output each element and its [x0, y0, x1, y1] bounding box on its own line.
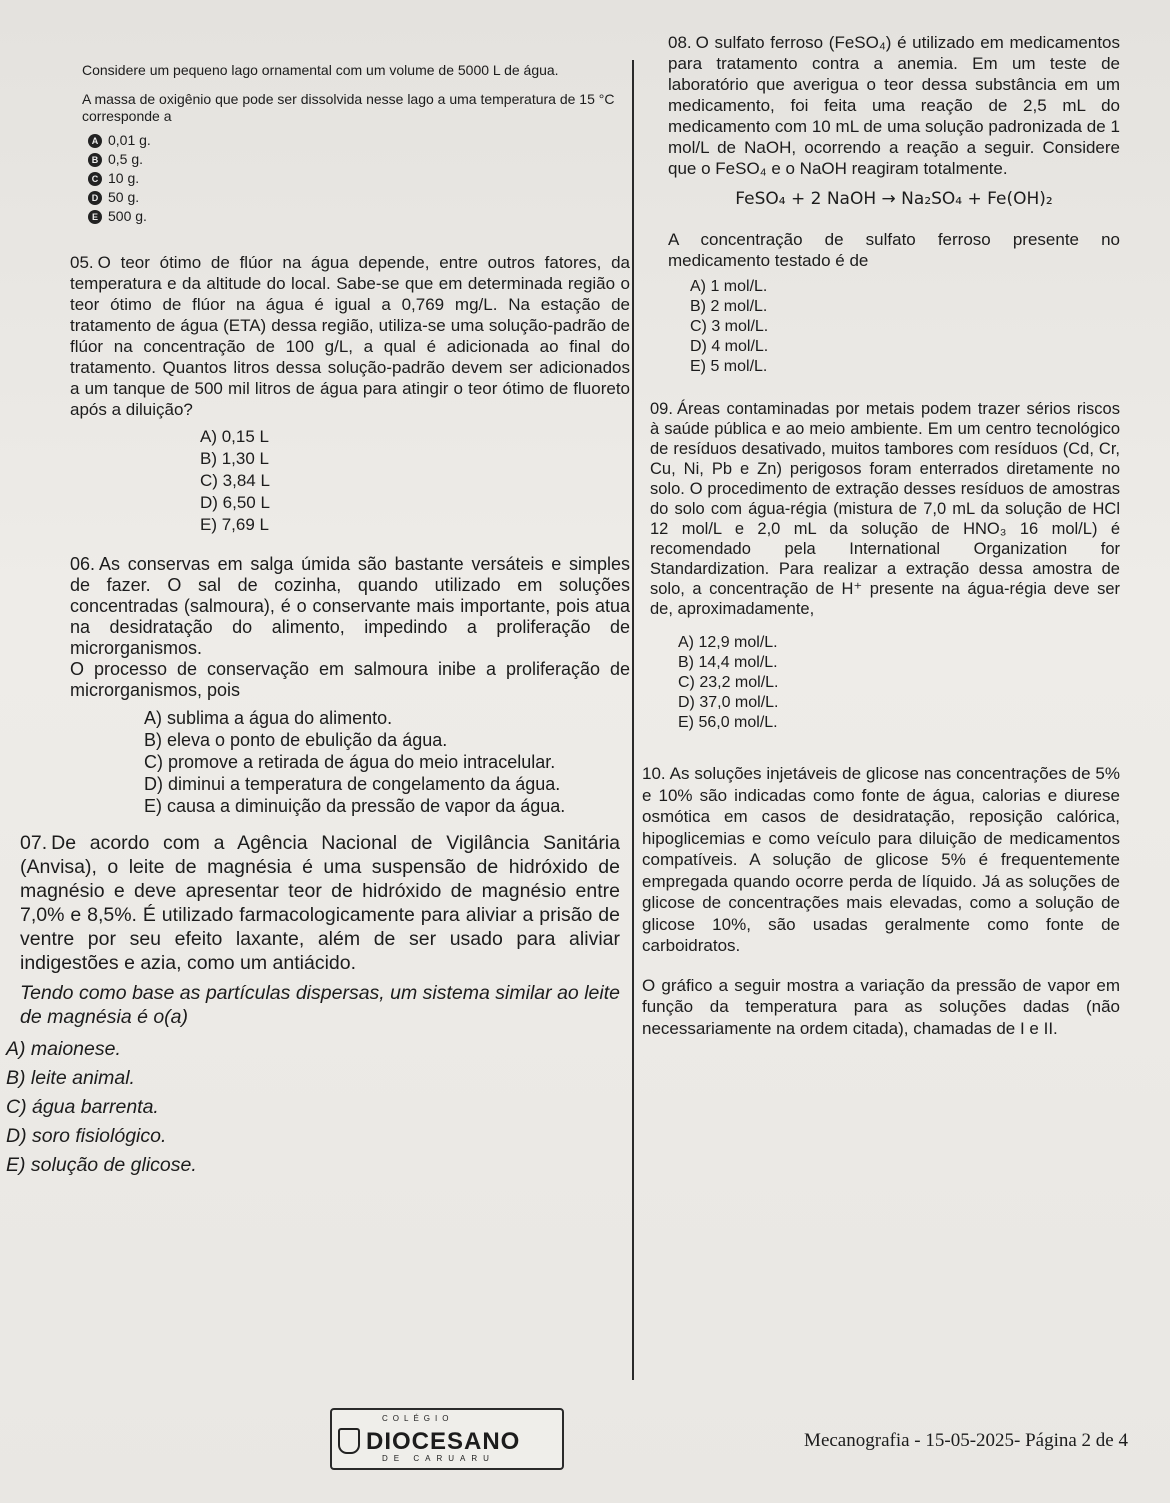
intro-options: [88, 131, 630, 226]
footer-note: Mecanografia - 15-05-2025- Página 2 de 4: [804, 1430, 1128, 1451]
q09-options: [678, 633, 1120, 733]
q07-option[interactable]: D) soro fisiológico.: [6, 1125, 167, 1147]
q09-option[interactable]: D) 37,0 mol/L.: [678, 694, 779, 711]
q07-option[interactable]: A) maionese.: [6, 1038, 121, 1060]
q08-question: A concentração de sulfato ferroso presente no medicamento testado é de: [668, 230, 1120, 270]
q09-option[interactable]: A) 12,9 mol/L.: [678, 634, 778, 651]
left-column: [6, 62, 630, 1194]
question-10: [642, 763, 1120, 1039]
q09-text: 09. Áreas contaminadas por metais podem trazer sérios riscos à saúde pública e ao meio ambiente. Em um centro tecnológico de resíduos desativado, muitos tambores com resíduos (Cd, Cr, Cu, Ni, Pb e Zn) perigosos foram enterrados diretamente no solo. O procedimento de extração desses resíduos de amostras do solo com água-régia (mistura de 7,0 mL da solução de HCl 12 mol/L e 2,0 mL da solução de HNO₃ 16 mol/L) é recomendado pela International Organization for Standardization. Para realizar a extração dessa amostra de solo, a concentração de H⁺ presente na água-régia deve ser de, aproximadamente,: [650, 400, 1120, 618]
question-06: [70, 554, 630, 817]
q05-option[interactable]: C) 3,84 L: [200, 471, 270, 490]
q05-option[interactable]: E) 7,69 L: [200, 515, 269, 534]
q05-text: 05. O teor ótimo de flúor na água depende, entre outros fatores, da temperatura e da altitude do local. Sabe-se que em determinada região o teor ótimo de flúor na água é igual a 0,769 mg/L. Na estação de tratamento de água (ETA) dessa região, utiliza-se uma solução-padrão de flúor na concentração de 100 g/L, a qual é adicionada ao final do tratamento. Quantos litros dessa solução-padrão devem ser adicionados a um tanque de 500 mil litros de água para atingir o teor ótimo de fluoreto após a diluição?: [70, 253, 630, 419]
q06-option[interactable]: B) eleva o ponto de ebulição da água.: [144, 730, 448, 750]
question-07: [6, 831, 620, 1180]
q07-question: Tendo como base as partículas dispersas, um sistema similar ao leite de magnésia é o(a): [20, 982, 620, 1028]
q08-text: 08. O sulfato ferroso (FeSO₄) é utilizado em medicamentos para tratamento contra a anemia. Em um teste de laboratório que averigua o teor dessa substância em um medicamento, foi feita uma reação de 2,5 mL do medicamento com 10 mL de uma solução padronizada de 1 mol/L de NaOH, ocorrendo a reação a seguir. Considere que o FeSO₄ e o NaOH reagiram totalmente.: [668, 33, 1120, 178]
school-logo: COLÉGIO DIOCESANO DE CARUARU: [330, 1408, 564, 1470]
q06-question: O processo de conservação em salmoura inibe a proliferação de microrganismos, pois: [70, 659, 630, 700]
q08-option[interactable]: C) 3 mol/L.: [690, 318, 769, 335]
q08-options: [690, 277, 1120, 377]
question-08: [668, 32, 1120, 377]
q06-options: [144, 707, 630, 817]
intro-option[interactable]: E 500 g.: [88, 207, 630, 226]
q09-option[interactable]: E) 56,0 mol/L.: [678, 714, 778, 731]
q10-text: 10. As soluções injetáveis de glicose nas concentrações de 5% e 10% são indicadas como fonte de água, calorias e diurese osmótica em casos de desidratação, reposição calórica, hipoglicemias e como veículo para diluição de medicamentos compatíveis. A solução de glicose 5% é frequentemente empregada quando ocorre perda de líquido. Já as soluções de glicose de concentrações mais elevadas, como a solução de glicose 10%, são usadas geralmente como fonte de carboidratos.: [642, 764, 1120, 955]
intro-question: A massa de oxigênio que pode ser dissolvida nesse lago a uma temperatura de 15 °C corresponde a: [82, 91, 615, 124]
q05-option[interactable]: B) 1,30 L: [200, 449, 269, 468]
right-column: [642, 32, 1120, 1053]
q08-option[interactable]: E) 5 mol/L.: [690, 358, 768, 375]
column-divider: [632, 60, 634, 1380]
q08-option[interactable]: B) 2 mol/L.: [690, 298, 768, 315]
q06-option[interactable]: A) sublima a água do alimento.: [144, 708, 393, 728]
q08-option[interactable]: D) 4 mol/L.: [690, 338, 769, 355]
q07-text: 07. De acordo com a Agência Nacional de Vigilância Sanitária (Anvisa), o leite de magnésia é uma suspensão de hidróxido de magnésio e deve apresentar teor de hidróxido de magnésio entre 7,0% e 8,5%. É utilizado farmacologicamente para aliviar a prisão de ventre por seu efeito laxante, além de ser usado para aliviar indigestões e azia, como um antiácido.: [20, 832, 620, 974]
q07-option[interactable]: C) água barrenta.: [6, 1096, 159, 1118]
q09-option[interactable]: C) 23,2 mol/L.: [678, 674, 779, 691]
question-intro: [82, 62, 630, 226]
intro-option[interactable]: B 0,5 g.: [88, 150, 630, 169]
question-05: [70, 252, 630, 536]
q06-option[interactable]: D) diminui a temperatura de congelamento da água.: [144, 774, 561, 794]
intro-option[interactable]: D 50 g.: [88, 188, 630, 207]
q07-option[interactable]: E) solução de glicose.: [6, 1154, 197, 1176]
q08-option[interactable]: A) 1 mol/L.: [690, 278, 768, 295]
intro-option[interactable]: C 10 g.: [88, 169, 630, 188]
q05-option[interactable]: D) 6,50 L: [200, 493, 270, 512]
reaction-equation: FeSO₄ + 2 NaOH → Na₂SO₄ + Fe(OH)₂: [735, 189, 1053, 209]
q07-options: [6, 1035, 620, 1180]
intro-scenario: Considere um pequeno lago ornamental com um volume de 5000 L de água.: [82, 62, 559, 78]
q10-graph-intro: O gráfico a seguir mostra a variação da pressão de vapor em função da temperatura para as soluções dadas (não necessariamente na ordem citada), chamadas de I e II.: [642, 975, 1120, 1038]
q09-option[interactable]: B) 14,4 mol/L.: [678, 654, 778, 671]
crest-icon: [338, 1428, 360, 1454]
q06-text: 06. As conservas em salga úmida são bastante versáteis e simples de fazer. O sal de cozinha, quando utilizado em soluções concentradas (salmoura), é o conservante mais importante, pois atua na desidratação do alimento, impedindo a proliferação de microrganismos.: [70, 554, 630, 658]
q07-option[interactable]: B) leite animal.: [6, 1067, 135, 1089]
intro-option[interactable]: A 0,01 g.: [88, 131, 630, 150]
q06-option[interactable]: C) promove a retirada de água do meio intracelular.: [144, 752, 556, 772]
page-footer: [330, 1408, 1140, 1468]
question-09: [650, 399, 1120, 733]
q05-option[interactable]: A) 0,15 L: [200, 427, 269, 446]
q06-option[interactable]: E) causa a diminuição da pressão de vapor da água.: [144, 796, 566, 816]
q05-options: [200, 426, 630, 536]
